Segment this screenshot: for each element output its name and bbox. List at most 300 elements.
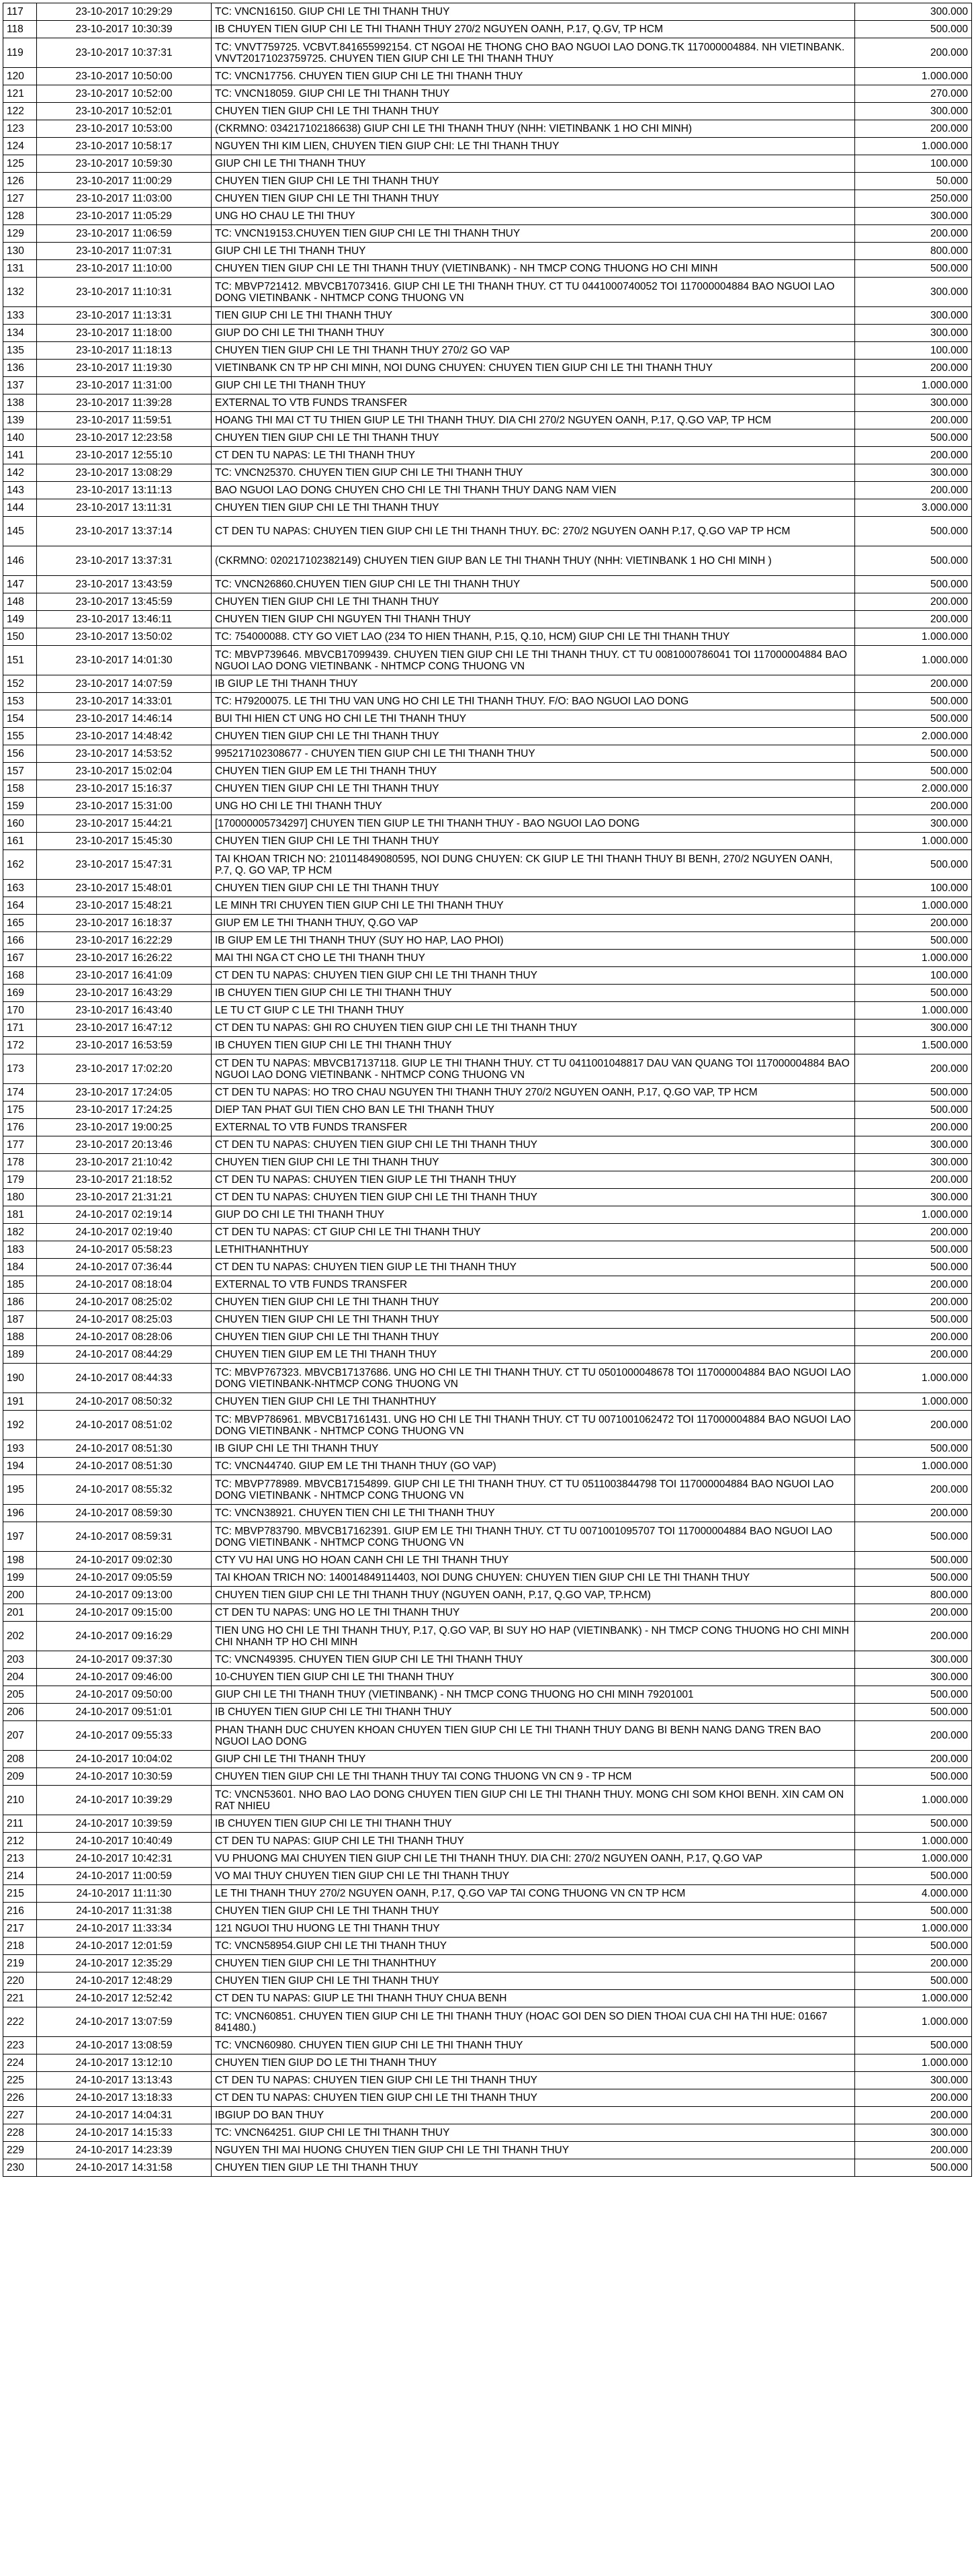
transaction-amount: 200.000 bbox=[855, 1294, 972, 1311]
table-row bbox=[3, 675, 972, 693]
transaction-datetime: 23-10-2017 13:37:31 bbox=[37, 546, 212, 576]
table-row bbox=[3, 798, 972, 815]
table-row bbox=[3, 225, 972, 243]
row-number: 161 bbox=[3, 833, 37, 850]
table-row bbox=[3, 85, 972, 103]
transaction-datetime: 23-10-2017 15:02:04 bbox=[37, 763, 212, 780]
transaction-datetime: 23-10-2017 11:59:51 bbox=[37, 412, 212, 429]
row-number: 125 bbox=[3, 155, 37, 173]
transaction-description: CT DEN TU NAPAS: MBVCB17137118. GIUP LE THI THANH THUY. CT TU 0411001048817 DAU VAN QUANG TOI 117000004884 BAO NGUOI LAO DONG VIETINBANK - NHTMCP CONG THUONG VN bbox=[212, 1054, 855, 1084]
transaction-amount: 1.000.000 bbox=[855, 377, 972, 394]
row-number: 217 bbox=[3, 1920, 37, 1938]
transaction-amount: 1.000.000 bbox=[855, 628, 972, 646]
transaction-description: HOANG THI MAI CT TU THIEN GIUP LE THI THANH THUY. DIA CHI 270/2 NGUYEN OANH, P.17, Q.GO VAP, TP HCM bbox=[212, 412, 855, 429]
transaction-description: CHUYEN TIEN GIUP CHI LE THI THANH THUY bbox=[212, 1972, 855, 1990]
row-number: 155 bbox=[3, 728, 37, 745]
transaction-amount: 200.000 bbox=[855, 1054, 972, 1084]
row-number: 146 bbox=[3, 546, 37, 576]
transaction-amount: 500.000 bbox=[855, 1868, 972, 1885]
row-number: 221 bbox=[3, 1990, 37, 2007]
table-row bbox=[3, 628, 972, 646]
transaction-datetime: 24-10-2017 10:39:59 bbox=[37, 1815, 212, 1833]
transaction-amount: 100.000 bbox=[855, 880, 972, 897]
transaction-datetime: 24-10-2017 13:07:59 bbox=[37, 2007, 212, 2037]
table-row bbox=[3, 646, 972, 675]
row-number: 194 bbox=[3, 1458, 37, 1475]
transaction-datetime: 23-10-2017 10:30:39 bbox=[37, 21, 212, 38]
row-number: 157 bbox=[3, 763, 37, 780]
row-number: 198 bbox=[3, 1552, 37, 1569]
transaction-amount: 200.000 bbox=[855, 1276, 972, 1294]
transaction-amount: 100.000 bbox=[855, 155, 972, 173]
transaction-description: TC: VNCN18059. GIUP CHI LE THI THANH THUY bbox=[212, 85, 855, 103]
row-number: 174 bbox=[3, 1084, 37, 1102]
table-row bbox=[3, 1475, 972, 1505]
transaction-description: GIUP EM LE THI THANH THUY, Q.GO VAP bbox=[212, 915, 855, 932]
transaction-amount: 1.000.000 bbox=[855, 1206, 972, 1224]
transaction-amount: 500.000 bbox=[855, 1938, 972, 1955]
row-number: 222 bbox=[3, 2007, 37, 2037]
transaction-datetime: 24-10-2017 11:33:34 bbox=[37, 1920, 212, 1938]
row-number: 127 bbox=[3, 190, 37, 208]
table-row bbox=[3, 1037, 972, 1054]
transaction-datetime: 24-10-2017 08:44:29 bbox=[37, 1346, 212, 1364]
transaction-datetime: 24-10-2017 09:15:00 bbox=[37, 1604, 212, 1622]
table-row bbox=[3, 155, 972, 173]
transaction-datetime: 24-10-2017 14:04:31 bbox=[37, 2107, 212, 2124]
transaction-description: CT DEN TU NAPAS: LE THI THANH THUY bbox=[212, 447, 855, 464]
transaction-amount: 300.000 bbox=[855, 1154, 972, 1171]
transaction-amount: 500.000 bbox=[855, 1903, 972, 1920]
transaction-amount: 500.000 bbox=[855, 710, 972, 728]
transaction-datetime: 23-10-2017 14:53:52 bbox=[37, 745, 212, 763]
row-number: 210 bbox=[3, 1786, 37, 1815]
table-row bbox=[3, 1119, 972, 1136]
transaction-description: BAO NGUOI LAO DONG CHUYEN CHO CHI LE THI THANH THUY DANG NAM VIEN bbox=[212, 482, 855, 499]
transaction-datetime: 23-10-2017 16:18:37 bbox=[37, 915, 212, 932]
transaction-description: TC: MBVP739646. MBVCB17099439. CHUYEN TIEN GIUP CHI LE THI THANH THUY. CT TU 0081000786041 TOI 117000004884 BAO NGUOI LAO DONG VIETINBANK - NHTMCP CONG THUONG VN bbox=[212, 646, 855, 675]
transaction-description: IB CHUYEN TIEN GIUP CHI LE THI THANH THUY bbox=[212, 1037, 855, 1054]
row-number: 122 bbox=[3, 103, 37, 120]
transaction-amount: 500.000 bbox=[855, 546, 972, 576]
table-row bbox=[3, 2107, 972, 2124]
row-number: 165 bbox=[3, 915, 37, 932]
transaction-description: CHUYEN TIEN GIUP CHI LE THI THANH THUY (VIETINBANK) - NH TMCP CONG THUONG HO CHI MINH bbox=[212, 260, 855, 278]
transaction-description: CHUYEN TIEN GIUP EM LE THI THANH THUY bbox=[212, 763, 855, 780]
row-number: 195 bbox=[3, 1475, 37, 1505]
transaction-description: GIUP CHI LE THI THANH THUY bbox=[212, 377, 855, 394]
transaction-datetime: 23-10-2017 11:31:00 bbox=[37, 377, 212, 394]
transaction-datetime: 24-10-2017 10:04:02 bbox=[37, 1751, 212, 1768]
table-row bbox=[3, 21, 972, 38]
transaction-description: CT DEN TU NAPAS: GIUP CHI LE THI THANH THUY bbox=[212, 1833, 855, 1850]
table-row bbox=[3, 429, 972, 447]
transaction-amount: 200.000 bbox=[855, 675, 972, 693]
transaction-description: TC: VNCN16150. GIUP CHI LE THI THANH THUY bbox=[212, 3, 855, 21]
transaction-description: CT DEN TU NAPAS: CHUYEN TIEN GIUP CHI LE THI THANH THUY bbox=[212, 967, 855, 985]
transaction-amount: 200.000 bbox=[855, 1721, 972, 1751]
transaction-description: TIEN GIUP CHI LE THI THANH THUY bbox=[212, 307, 855, 325]
row-number: 193 bbox=[3, 1440, 37, 1458]
transaction-description: CHUYEN TIEN GIUP CHI LE THI THANH THUY bbox=[212, 190, 855, 208]
transaction-datetime: 23-10-2017 13:11:13 bbox=[37, 482, 212, 499]
table-row bbox=[3, 1329, 972, 1346]
transaction-datetime: 23-10-2017 16:26:22 bbox=[37, 950, 212, 967]
transaction-amount: 500.000 bbox=[855, 693, 972, 710]
row-number: 177 bbox=[3, 1136, 37, 1154]
transaction-amount: 500.000 bbox=[855, 1972, 972, 1990]
row-number: 225 bbox=[3, 2072, 37, 2089]
table-row bbox=[3, 1171, 972, 1189]
transaction-description: LE TU CT GIUP C LE THI THANH THUY bbox=[212, 1002, 855, 1020]
transaction-amount: 200.000 bbox=[855, 1411, 972, 1440]
transaction-description: UNG HO CHAU LE THI THUY bbox=[212, 208, 855, 225]
transaction-datetime: 23-10-2017 12:55:10 bbox=[37, 447, 212, 464]
transaction-amount: 4.000.000 bbox=[855, 1885, 972, 1903]
transaction-amount: 300.000 bbox=[855, 278, 972, 307]
transaction-amount: 200.000 bbox=[855, 2089, 972, 2107]
transaction-datetime: 24-10-2017 08:28:06 bbox=[37, 1329, 212, 1346]
table-row bbox=[3, 1850, 972, 1868]
row-number: 226 bbox=[3, 2089, 37, 2107]
transaction-amount: 2.000.000 bbox=[855, 780, 972, 798]
table-row bbox=[3, 1990, 972, 2007]
row-number: 124 bbox=[3, 138, 37, 155]
row-number: 131 bbox=[3, 260, 37, 278]
table-row bbox=[3, 1786, 972, 1815]
transaction-datetime: 24-10-2017 08:51:30 bbox=[37, 1458, 212, 1475]
row-number: 150 bbox=[3, 628, 37, 646]
transaction-description: PHAN THANH DUC CHUYEN KHOAN CHUYEN TIEN GIUP CHI LE THI THANH THUY DANG BI BENH NANG DANG TREN BAO NGUOI LAO DONG bbox=[212, 1721, 855, 1751]
transaction-description: IBGIUP DO BAN THUY bbox=[212, 2107, 855, 2124]
transaction-datetime: 24-10-2017 09:55:33 bbox=[37, 1721, 212, 1751]
transaction-amount: 300.000 bbox=[855, 3, 972, 21]
transaction-datetime: 23-10-2017 16:47:12 bbox=[37, 1020, 212, 1037]
transaction-amount: 1.000.000 bbox=[855, 2054, 972, 2072]
row-number: 202 bbox=[3, 1622, 37, 1651]
table-row bbox=[3, 546, 972, 576]
transaction-description: IB GIUP CHI LE THI THANH THUY bbox=[212, 1440, 855, 1458]
transaction-datetime: 24-10-2017 13:18:33 bbox=[37, 2089, 212, 2107]
transaction-datetime: 23-10-2017 10:50:00 bbox=[37, 68, 212, 85]
transaction-amount: 500.000 bbox=[855, 576, 972, 593]
table-row bbox=[3, 710, 972, 728]
row-number: 149 bbox=[3, 611, 37, 628]
transaction-amount: 200.000 bbox=[855, 593, 972, 611]
transaction-amount: 200.000 bbox=[855, 1955, 972, 1972]
transaction-amount: 200.000 bbox=[855, 2107, 972, 2124]
transaction-datetime: 24-10-2017 02:19:40 bbox=[37, 1224, 212, 1241]
transaction-datetime: 24-10-2017 09:50:00 bbox=[37, 1686, 212, 1704]
row-number: 128 bbox=[3, 208, 37, 225]
table-row bbox=[3, 576, 972, 593]
transaction-description: TC: VNCN25370. CHUYEN TIEN GIUP CHI LE THI THANH THUY bbox=[212, 464, 855, 482]
table-row bbox=[3, 1768, 972, 1786]
table-row bbox=[3, 1751, 972, 1768]
table-row bbox=[3, 482, 972, 499]
transaction-datetime: 23-10-2017 15:45:30 bbox=[37, 833, 212, 850]
transaction-datetime: 23-10-2017 16:43:40 bbox=[37, 1002, 212, 1020]
transaction-description: TC: MBVP721412. MBVCB17073416. GIUP CHI LE THI THANH THUY. CT TU 0441000740052 TOI 117000004884 BAO NGUOI LAO DONG VIETINBANK - NHTMCP CONG THUONG VN bbox=[212, 278, 855, 307]
transaction-description: CHUYEN TIEN GIUP CHI LE THI THANH THUY bbox=[212, 880, 855, 897]
table-row bbox=[3, 1569, 972, 1587]
row-number: 153 bbox=[3, 693, 37, 710]
row-number: 215 bbox=[3, 1885, 37, 1903]
transaction-description: CT DEN TU NAPAS: CHUYEN TIEN GIUP CHI LE THI THANH THUY bbox=[212, 1189, 855, 1206]
row-number: 192 bbox=[3, 1411, 37, 1440]
row-number: 219 bbox=[3, 1955, 37, 1972]
transaction-description: EXTERNAL TO VTB FUNDS TRANSFER bbox=[212, 1276, 855, 1294]
table-row bbox=[3, 1669, 972, 1686]
transaction-description: CHUYEN TIEN GIUP CHI LE THI THANH THUY (NGUYEN OANH, P.17, Q.GO VAP, TP.HCM) bbox=[212, 1587, 855, 1604]
transaction-description: (CKRMNO: 034217102186638) GIUP CHI LE THI THANH THUY (NHH: VIETINBANK 1 HO CHI MINH) bbox=[212, 120, 855, 138]
transaction-datetime: 23-10-2017 13:37:14 bbox=[37, 517, 212, 546]
row-number: 228 bbox=[3, 2124, 37, 2142]
transaction-amount: 200.000 bbox=[855, 1604, 972, 1622]
transaction-description: DIEP TAN PHAT GUI TIEN CHO BAN LE THI THANH THUY bbox=[212, 1102, 855, 1119]
table-row bbox=[3, 1651, 972, 1669]
row-number: 143 bbox=[3, 482, 37, 499]
row-number: 187 bbox=[3, 1311, 37, 1329]
row-number: 148 bbox=[3, 593, 37, 611]
transaction-datetime: 23-10-2017 16:43:29 bbox=[37, 985, 212, 1002]
row-number: 183 bbox=[3, 1241, 37, 1259]
row-number: 227 bbox=[3, 2107, 37, 2124]
transaction-datetime: 24-10-2017 08:51:30 bbox=[37, 1440, 212, 1458]
table-row bbox=[3, 2159, 972, 2177]
transaction-datetime: 23-10-2017 15:48:21 bbox=[37, 897, 212, 915]
transaction-amount: 1.000.000 bbox=[855, 1393, 972, 1411]
table-row bbox=[3, 1522, 972, 1552]
transaction-description: CT DEN TU NAPAS: HO TRO CHAU NGUYEN THI THANH THUY 270/2 NGUYEN OANH, P.17, Q.GO VAP, TP HCM bbox=[212, 1084, 855, 1102]
table-row bbox=[3, 1721, 972, 1751]
table-row bbox=[3, 1704, 972, 1721]
transaction-description: IB GIUP LE THI THANH THUY bbox=[212, 675, 855, 693]
row-number: 229 bbox=[3, 2142, 37, 2159]
table-row bbox=[3, 260, 972, 278]
transaction-description: 10-CHUYEN TIEN GIUP CHI LE THI THANH THUY bbox=[212, 1669, 855, 1686]
transaction-datetime: 24-10-2017 13:08:59 bbox=[37, 2037, 212, 2054]
row-number: 205 bbox=[3, 1686, 37, 1704]
transaction-description: CT DEN TU NAPAS: CHUYEN TIEN GIUP CHI LE THI THANH THUY. ĐC: 270/2 NGUYEN OANH P.17, Q.GO VAP TP HCM bbox=[212, 517, 855, 546]
transaction-datetime: 24-10-2017 10:40:49 bbox=[37, 1833, 212, 1850]
transaction-amount: 300.000 bbox=[855, 103, 972, 120]
table-row bbox=[3, 1505, 972, 1522]
donation-ledger-table bbox=[3, 3, 972, 2177]
transaction-description: IB CHUYEN TIEN GIUP CHI LE THI THANH THUY bbox=[212, 1815, 855, 1833]
transaction-description: TC: VNVT759725. VCBVT.841655992154. CT NGOAI HE THONG CHO BAO NGUOI LAO DONG.TK 117000004884. NH VIETINBANK. VNVT20171023759725. CHUYEN TIEN GIUP CHI LE THI THANH THUY bbox=[212, 38, 855, 68]
transaction-description: TC: VNCN58954.GIUP CHI LE THI THANH THUY bbox=[212, 1938, 855, 1955]
transaction-datetime: 23-10-2017 10:52:00 bbox=[37, 85, 212, 103]
row-number: 180 bbox=[3, 1189, 37, 1206]
row-number: 158 bbox=[3, 780, 37, 798]
transaction-amount: 200.000 bbox=[855, 1475, 972, 1505]
transaction-datetime: 23-10-2017 11:10:00 bbox=[37, 260, 212, 278]
row-number: 139 bbox=[3, 412, 37, 429]
transaction-amount: 250.000 bbox=[855, 190, 972, 208]
table-row bbox=[3, 1084, 972, 1102]
transaction-datetime: 24-10-2017 08:25:03 bbox=[37, 1311, 212, 1329]
row-number: 119 bbox=[3, 38, 37, 68]
transaction-amount: 300.000 bbox=[855, 2072, 972, 2089]
transaction-description: CHUYEN TIEN GIUP CHI LE THI THANH THUY bbox=[212, 833, 855, 850]
transaction-description: EXTERNAL TO VTB FUNDS TRANSFER bbox=[212, 394, 855, 412]
transaction-amount: 500.000 bbox=[855, 763, 972, 780]
transaction-description: CHUYEN TIEN GIUP LE THI THANH THUY bbox=[212, 2159, 855, 2177]
row-number: 140 bbox=[3, 429, 37, 447]
transaction-datetime: 23-10-2017 13:08:29 bbox=[37, 464, 212, 482]
table-row bbox=[3, 1276, 972, 1294]
row-number: 196 bbox=[3, 1505, 37, 1522]
table-row bbox=[3, 2124, 972, 2142]
transaction-datetime: 23-10-2017 12:23:58 bbox=[37, 429, 212, 447]
table-row bbox=[3, 499, 972, 517]
transaction-amount: 500.000 bbox=[855, 1815, 972, 1833]
transaction-amount: 500.000 bbox=[855, 1569, 972, 1587]
transaction-datetime: 24-10-2017 08:51:02 bbox=[37, 1411, 212, 1440]
transaction-datetime: 24-10-2017 08:59:30 bbox=[37, 1505, 212, 1522]
transaction-amount: 500.000 bbox=[855, 1241, 972, 1259]
transaction-amount: 300.000 bbox=[855, 464, 972, 482]
table-row bbox=[3, 1587, 972, 1604]
transaction-description: CHUYEN TIEN GIUP CHI LE THI THANH THUY bbox=[212, 1311, 855, 1329]
table-row bbox=[3, 517, 972, 546]
transaction-datetime: 24-10-2017 12:35:29 bbox=[37, 1955, 212, 1972]
row-number: 214 bbox=[3, 1868, 37, 1885]
table-row bbox=[3, 1903, 972, 1920]
row-number: 179 bbox=[3, 1171, 37, 1189]
transaction-datetime: 23-10-2017 19:00:25 bbox=[37, 1119, 212, 1136]
transaction-amount: 1.000.000 bbox=[855, 1002, 972, 1020]
transaction-amount: 200.000 bbox=[855, 482, 972, 499]
transaction-datetime: 24-10-2017 14:23:39 bbox=[37, 2142, 212, 2159]
row-number: 120 bbox=[3, 68, 37, 85]
transaction-datetime: 24-10-2017 08:44:33 bbox=[37, 1364, 212, 1393]
table-row bbox=[3, 38, 972, 68]
transaction-datetime: 24-10-2017 12:52:42 bbox=[37, 1990, 212, 2007]
transaction-description: TC: VNCN49395. CHUYEN TIEN GIUP CHI LE THI THANH THUY bbox=[212, 1651, 855, 1669]
transaction-datetime: 24-10-2017 13:12:10 bbox=[37, 2054, 212, 2072]
transaction-description: CHUYEN TIEN GIUP CHI LE THI THANH THUY bbox=[212, 1329, 855, 1346]
transaction-amount: 300.000 bbox=[855, 815, 972, 833]
transaction-datetime: 23-10-2017 11:13:31 bbox=[37, 307, 212, 325]
transaction-description: TAI KHOAN TRICH NO: 210114849080595, NOI DUNG CHUYEN: CK GIUP LE THI THANH THUY BI BENH, 270/2 NGUYEN OANH, P.7, Q. GO VAP, TP HCM bbox=[212, 850, 855, 880]
row-number: 200 bbox=[3, 1587, 37, 1604]
row-number: 162 bbox=[3, 850, 37, 880]
transaction-amount: 500.000 bbox=[855, 1686, 972, 1704]
transaction-datetime: 24-10-2017 10:42:31 bbox=[37, 1850, 212, 1868]
row-number: 190 bbox=[3, 1364, 37, 1393]
transaction-amount: 800.000 bbox=[855, 1587, 972, 1604]
transaction-datetime: 23-10-2017 17:02:20 bbox=[37, 1054, 212, 1084]
transaction-amount: 300.000 bbox=[855, 1669, 972, 1686]
transaction-datetime: 23-10-2017 11:03:00 bbox=[37, 190, 212, 208]
row-number: 137 bbox=[3, 377, 37, 394]
transaction-amount: 200.000 bbox=[855, 798, 972, 815]
transaction-description: VIETINBANK CN TP HP CHI MINH, NOI DUNG CHUYEN: CHUYEN TIEN GIUP CHI LE THI THANH THUY bbox=[212, 360, 855, 377]
row-number: 185 bbox=[3, 1276, 37, 1294]
transaction-description: CT DEN TU NAPAS: GHI RO CHUYEN TIEN GIUP CHI LE THI THANH THUY bbox=[212, 1020, 855, 1037]
transaction-description: LETHITHANHTHUY bbox=[212, 1241, 855, 1259]
table-row bbox=[3, 1411, 972, 1440]
transaction-datetime: 23-10-2017 11:39:28 bbox=[37, 394, 212, 412]
table-row bbox=[3, 1938, 972, 1955]
transaction-amount: 200.000 bbox=[855, 120, 972, 138]
table-row bbox=[3, 693, 972, 710]
table-row bbox=[3, 897, 972, 915]
transaction-amount: 300.000 bbox=[855, 1651, 972, 1669]
row-number: 171 bbox=[3, 1020, 37, 1037]
transaction-amount: 200.000 bbox=[855, 38, 972, 68]
transaction-description: MAI THI NGA CT CHO LE THI THANH THUY bbox=[212, 950, 855, 967]
row-number: 223 bbox=[3, 2037, 37, 2054]
row-number: 147 bbox=[3, 576, 37, 593]
transaction-amount: 500.000 bbox=[855, 517, 972, 546]
table-row bbox=[3, 2072, 972, 2089]
transaction-amount: 1.000.000 bbox=[855, 68, 972, 85]
row-number: 176 bbox=[3, 1119, 37, 1136]
transaction-datetime: 23-10-2017 21:31:21 bbox=[37, 1189, 212, 1206]
transaction-amount: 200.000 bbox=[855, 1224, 972, 1241]
transaction-description: TC: H79200075. LE THI THU VAN UNG HO CHI LE THI THANH THUY. F/O: BAO NGUOI LAO DONG bbox=[212, 693, 855, 710]
transaction-datetime: 23-10-2017 10:29:29 bbox=[37, 3, 212, 21]
transaction-datetime: 23-10-2017 11:19:30 bbox=[37, 360, 212, 377]
transaction-description: GIUP DO CHI LE THI THANH THUY bbox=[212, 1206, 855, 1224]
table-row bbox=[3, 593, 972, 611]
transaction-description: GIUP CHI LE THI THANH THUY (VIETINBANK) - NH TMCP CONG THUONG HO CHI MINH 79201001 bbox=[212, 1686, 855, 1704]
transaction-amount: 50.000 bbox=[855, 173, 972, 190]
transaction-description: CT DEN TU NAPAS: CHUYEN TIEN GIUP CHI LE THI THANH THUY bbox=[212, 2089, 855, 2107]
transaction-description: TC: VNCN38921. CHUYEN TIEN CHI LE THI THANH THUY bbox=[212, 1505, 855, 1522]
row-number: 218 bbox=[3, 1938, 37, 1955]
table-row bbox=[3, 950, 972, 967]
row-number: 230 bbox=[3, 2159, 37, 2177]
table-row bbox=[3, 728, 972, 745]
row-number: 142 bbox=[3, 464, 37, 482]
transaction-datetime: 23-10-2017 10:53:00 bbox=[37, 120, 212, 138]
transaction-datetime: 24-10-2017 09:46:00 bbox=[37, 1669, 212, 1686]
transaction-datetime: 23-10-2017 16:53:59 bbox=[37, 1037, 212, 1054]
transaction-description: GIUP CHI LE THI THANH THUY bbox=[212, 1751, 855, 1768]
transaction-datetime: 23-10-2017 16:41:09 bbox=[37, 967, 212, 985]
transaction-amount: 200.000 bbox=[855, 412, 972, 429]
transaction-amount: 300.000 bbox=[855, 1020, 972, 1037]
transaction-amount: 300.000 bbox=[855, 208, 972, 225]
transaction-datetime: 23-10-2017 20:13:46 bbox=[37, 1136, 212, 1154]
table-row bbox=[3, 1020, 972, 1037]
table-row bbox=[3, 967, 972, 985]
transaction-amount: 1.000.000 bbox=[855, 138, 972, 155]
transaction-description: TC: VNCN17756. CHUYEN TIEN GIUP CHI LE THI THANH THUY bbox=[212, 68, 855, 85]
transaction-datetime: 23-10-2017 11:07:31 bbox=[37, 243, 212, 260]
table-row bbox=[3, 342, 972, 360]
transaction-description: VO MAI THUY CHUYEN TIEN GIUP CHI LE THI THANH THUY bbox=[212, 1868, 855, 1885]
transaction-description: CT DEN TU NAPAS: CHUYEN TIEN GIUP CHI LE THI THANH THUY bbox=[212, 2072, 855, 2089]
transaction-datetime: 23-10-2017 16:22:29 bbox=[37, 932, 212, 950]
transaction-description: CT DEN TU NAPAS: CHUYEN TIEN GIUP LE THI THANH THUY bbox=[212, 1171, 855, 1189]
table-row bbox=[3, 138, 972, 155]
transaction-amount: 500.000 bbox=[855, 850, 972, 880]
transaction-description: UNG HO CHI LE THI THANH THUY bbox=[212, 798, 855, 815]
transaction-datetime: 23-10-2017 14:48:42 bbox=[37, 728, 212, 745]
table-row bbox=[3, 1833, 972, 1850]
transaction-description: IB GIUP EM LE THI THANH THUY (SUY HO HAP, LAO PHOI) bbox=[212, 932, 855, 950]
transaction-amount: 1.000.000 bbox=[855, 950, 972, 967]
transaction-amount: 270.000 bbox=[855, 85, 972, 103]
transaction-amount: 1.000.000 bbox=[855, 833, 972, 850]
transaction-datetime: 24-10-2017 11:31:38 bbox=[37, 1903, 212, 1920]
transaction-description: [170000005734297] CHUYEN TIEN GIUP LE THI THANH THUY - BAO NGUOI LAO DONG bbox=[212, 815, 855, 833]
